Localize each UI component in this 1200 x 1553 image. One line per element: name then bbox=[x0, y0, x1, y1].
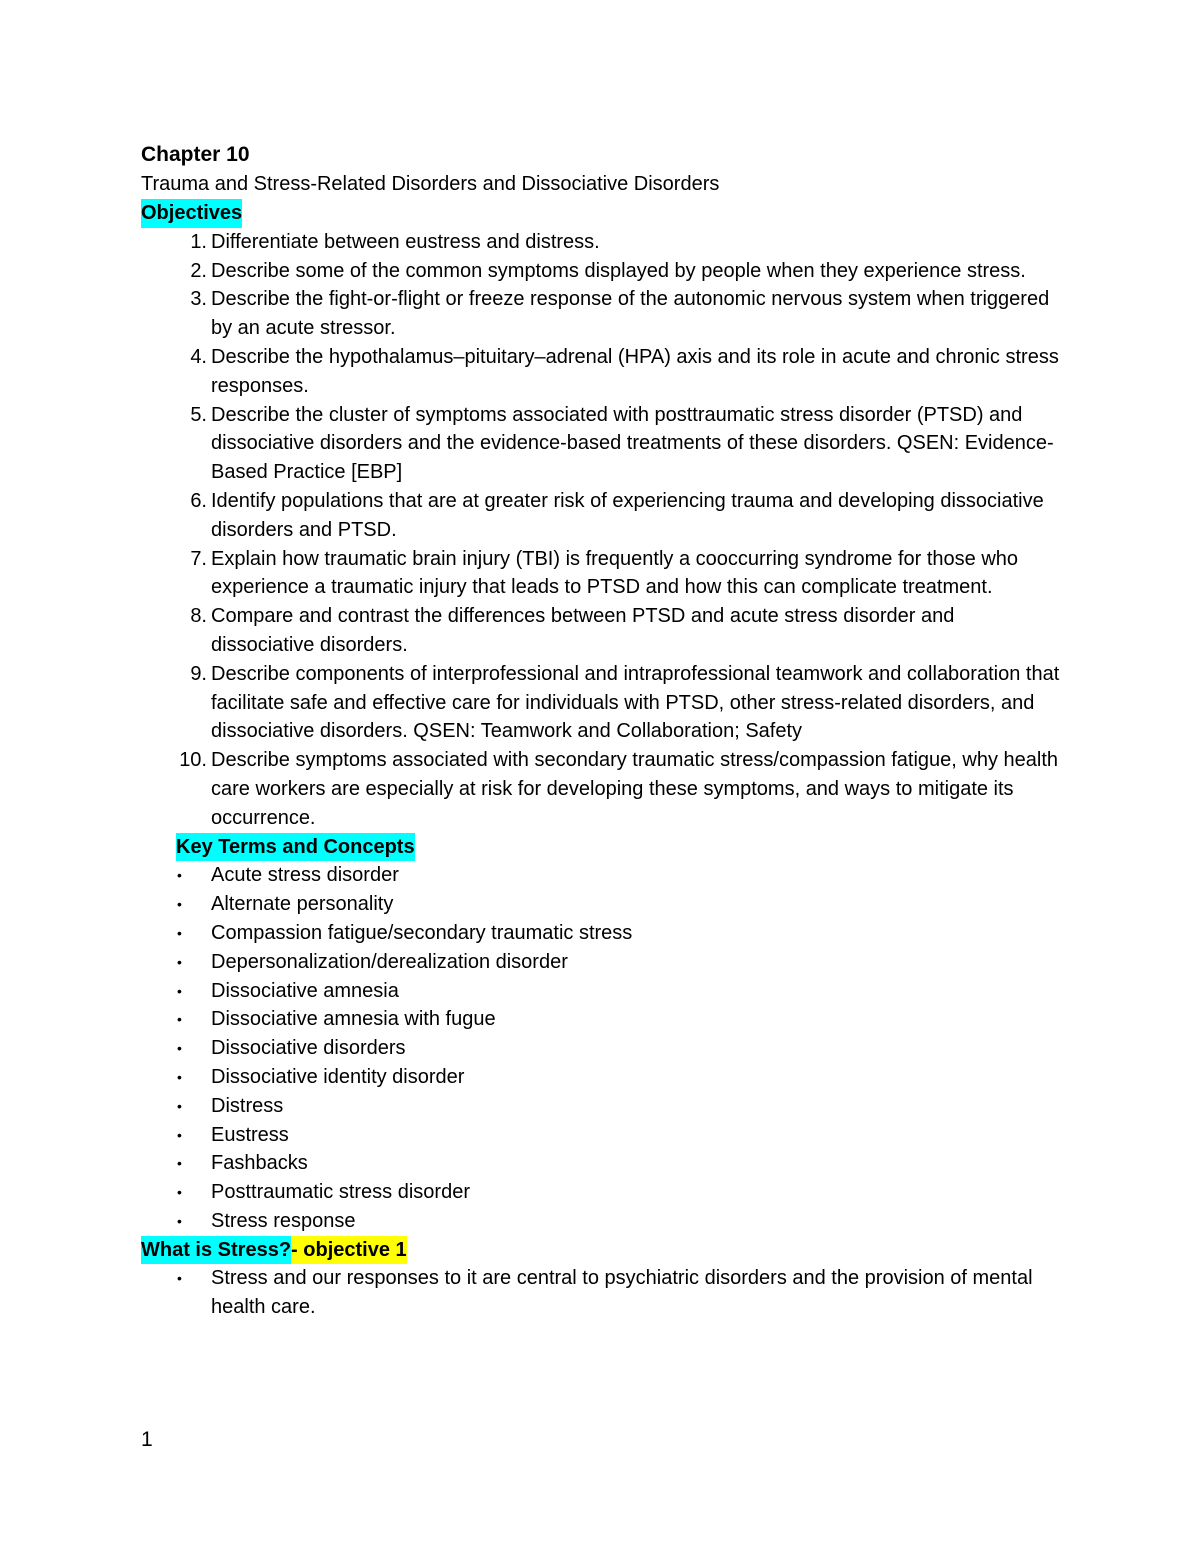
key-term-item bbox=[141, 977, 1061, 1006]
chapter-subtitle: Trauma and Stress-Related Disorders and Dissociative Disorders bbox=[141, 173, 720, 195]
objective-text: Describe some of the common symptoms displayed by people when they experience stress. bbox=[211, 259, 1026, 282]
objective-text: Describe symptoms associated with secondary traumatic stress/compassion fatigue, why health care workers are especially at risk for developing these symptoms, and ways to mitigate its occurrence. bbox=[211, 749, 1059, 829]
key-term-text: Acute stress disorder bbox=[211, 864, 399, 887]
objectives-heading: Objectives bbox=[141, 199, 242, 228]
objective-text: Explain how traumatic brain injury (TBI) is frequently a cooccurring syndrome for those who experience a traumatic injury that leads to PTSD and how this can complicate treatment. bbox=[211, 547, 1019, 599]
bullet-glyph: • bbox=[177, 1212, 182, 1229]
page-number: 1 bbox=[141, 1428, 153, 1451]
bullet-glyph: • bbox=[177, 953, 182, 970]
objective-number: 7. bbox=[190, 547, 207, 570]
bullet-glyph: • bbox=[177, 1011, 182, 1028]
objective-item bbox=[141, 285, 1061, 343]
key-term-text: Compassion fatigue/secondary traumatic stress bbox=[211, 921, 633, 944]
bullet-glyph: • bbox=[177, 1097, 182, 1114]
key-term-item bbox=[141, 1178, 1061, 1207]
stress-heading-objective: - objective 1 bbox=[291, 1236, 407, 1265]
objective-number: 5. bbox=[190, 403, 207, 426]
objective-number: 6. bbox=[190, 489, 207, 512]
objective-text: Describe the hypothalamus–pituitary–adrenal (HPA) axis and its role in acute and chronic stress responses. bbox=[211, 345, 1059, 397]
objective-item bbox=[141, 545, 1061, 603]
objective-item bbox=[141, 660, 1061, 746]
objective-item bbox=[141, 343, 1061, 401]
key-term-text: Dissociative amnesia bbox=[211, 979, 399, 1002]
objective-text: Differentiate between eustress and distress. bbox=[211, 230, 600, 253]
bullet-glyph: • bbox=[177, 1270, 182, 1287]
bullet-glyph: • bbox=[177, 1068, 182, 1085]
objective-number: 8. bbox=[190, 605, 207, 628]
key-term-item bbox=[141, 948, 1061, 977]
objective-text: Describe the cluster of symptoms associated with posttraumatic stress disorder (PTSD) and dissociative disorders and the evidence-based treatments of these disorders. QSEN: Evidence-Based Practice [EBP] bbox=[211, 403, 1054, 484]
key-terms-heading-line bbox=[141, 833, 1061, 862]
objective-text: Compare and contrast the differences between PTSD and acute stress disorder and dissociative disorders. bbox=[211, 605, 955, 656]
document-body bbox=[141, 140, 1061, 1322]
key-term-item bbox=[141, 861, 1061, 890]
key-term-item bbox=[141, 1121, 1061, 1150]
stress-bullet-list bbox=[141, 1264, 1061, 1322]
key-term-item bbox=[141, 890, 1061, 919]
bullet-glyph: • bbox=[177, 982, 182, 999]
objective-number: 3. bbox=[190, 288, 207, 311]
key-term-text: Distress bbox=[211, 1094, 284, 1117]
bullet-glyph: • bbox=[177, 867, 182, 884]
bullet-glyph: • bbox=[177, 1126, 182, 1143]
objective-number: 4. bbox=[190, 345, 207, 368]
key-term-item bbox=[141, 1063, 1061, 1092]
key-term-text: Eustress bbox=[211, 1123, 289, 1146]
objective-number: 1. bbox=[190, 230, 207, 253]
bullet-glyph: • bbox=[177, 1184, 182, 1201]
key-term-text: Fashbacks bbox=[211, 1152, 308, 1175]
key-term-item bbox=[141, 1034, 1061, 1063]
objective-text: Identify populations that are at greater risk of experiencing trauma and developing dissociative disorders and PTSD. bbox=[211, 489, 1044, 541]
objective-text: Describe components of interprofessional and intraprofessional teamwork and collaboration that facilitate safe and effective care for individuals with PTSD, other stress-related disorders, and dissociative disorders. QSEN: Teamwork and Collaboration; Safety bbox=[211, 662, 1060, 743]
objective-item bbox=[141, 401, 1061, 487]
key-term-item bbox=[141, 1207, 1061, 1236]
bullet-glyph: • bbox=[177, 896, 182, 913]
key-term-text: Depersonalization/derealization disorder bbox=[211, 950, 568, 973]
objectives-list bbox=[141, 228, 1061, 833]
bullet-glyph: • bbox=[177, 1040, 182, 1057]
key-terms-heading: Key Terms and Concepts bbox=[176, 833, 415, 862]
bullet-glyph: • bbox=[177, 924, 182, 941]
stress-bullet-text: Stress and our responses to it are central to psychiatric disorders and the provision of mental health care. bbox=[211, 1267, 1033, 1319]
key-term-text: Dissociative identity disorder bbox=[211, 1065, 465, 1088]
key-term-text: Dissociative disorders bbox=[211, 1037, 406, 1060]
key-term-text: Alternate personality bbox=[211, 893, 394, 916]
key-terms-list bbox=[141, 861, 1061, 1235]
objective-item bbox=[141, 602, 1061, 660]
key-term-text: Posttraumatic stress disorder bbox=[211, 1181, 470, 1204]
stress-heading: What is Stress? bbox=[141, 1236, 291, 1265]
key-term-item bbox=[141, 1149, 1061, 1178]
objective-text: Describe the fight-or-flight or freeze response of the autonomic nervous system when triggered by an acute stressor. bbox=[211, 288, 1050, 340]
key-term-text: Stress response bbox=[211, 1209, 356, 1232]
objective-number: 2. bbox=[190, 259, 207, 282]
objective-number: 10. bbox=[179, 749, 207, 772]
key-term-item bbox=[141, 1005, 1061, 1034]
chapter-title: Chapter 10 bbox=[141, 143, 250, 166]
key-term-item bbox=[141, 919, 1061, 948]
bullet-glyph: • bbox=[177, 1155, 182, 1172]
stress-bullet-item bbox=[141, 1264, 1061, 1322]
objective-item bbox=[141, 228, 1061, 257]
objective-item bbox=[141, 487, 1061, 545]
objective-item bbox=[141, 746, 1061, 832]
objectives-heading-line bbox=[141, 199, 1061, 228]
objective-item bbox=[141, 257, 1061, 286]
stress-heading-line bbox=[141, 1236, 1061, 1265]
key-term-item bbox=[141, 1092, 1061, 1121]
objective-number: 9. bbox=[190, 662, 207, 685]
key-term-text: Dissociative amnesia with fugue bbox=[211, 1008, 496, 1031]
